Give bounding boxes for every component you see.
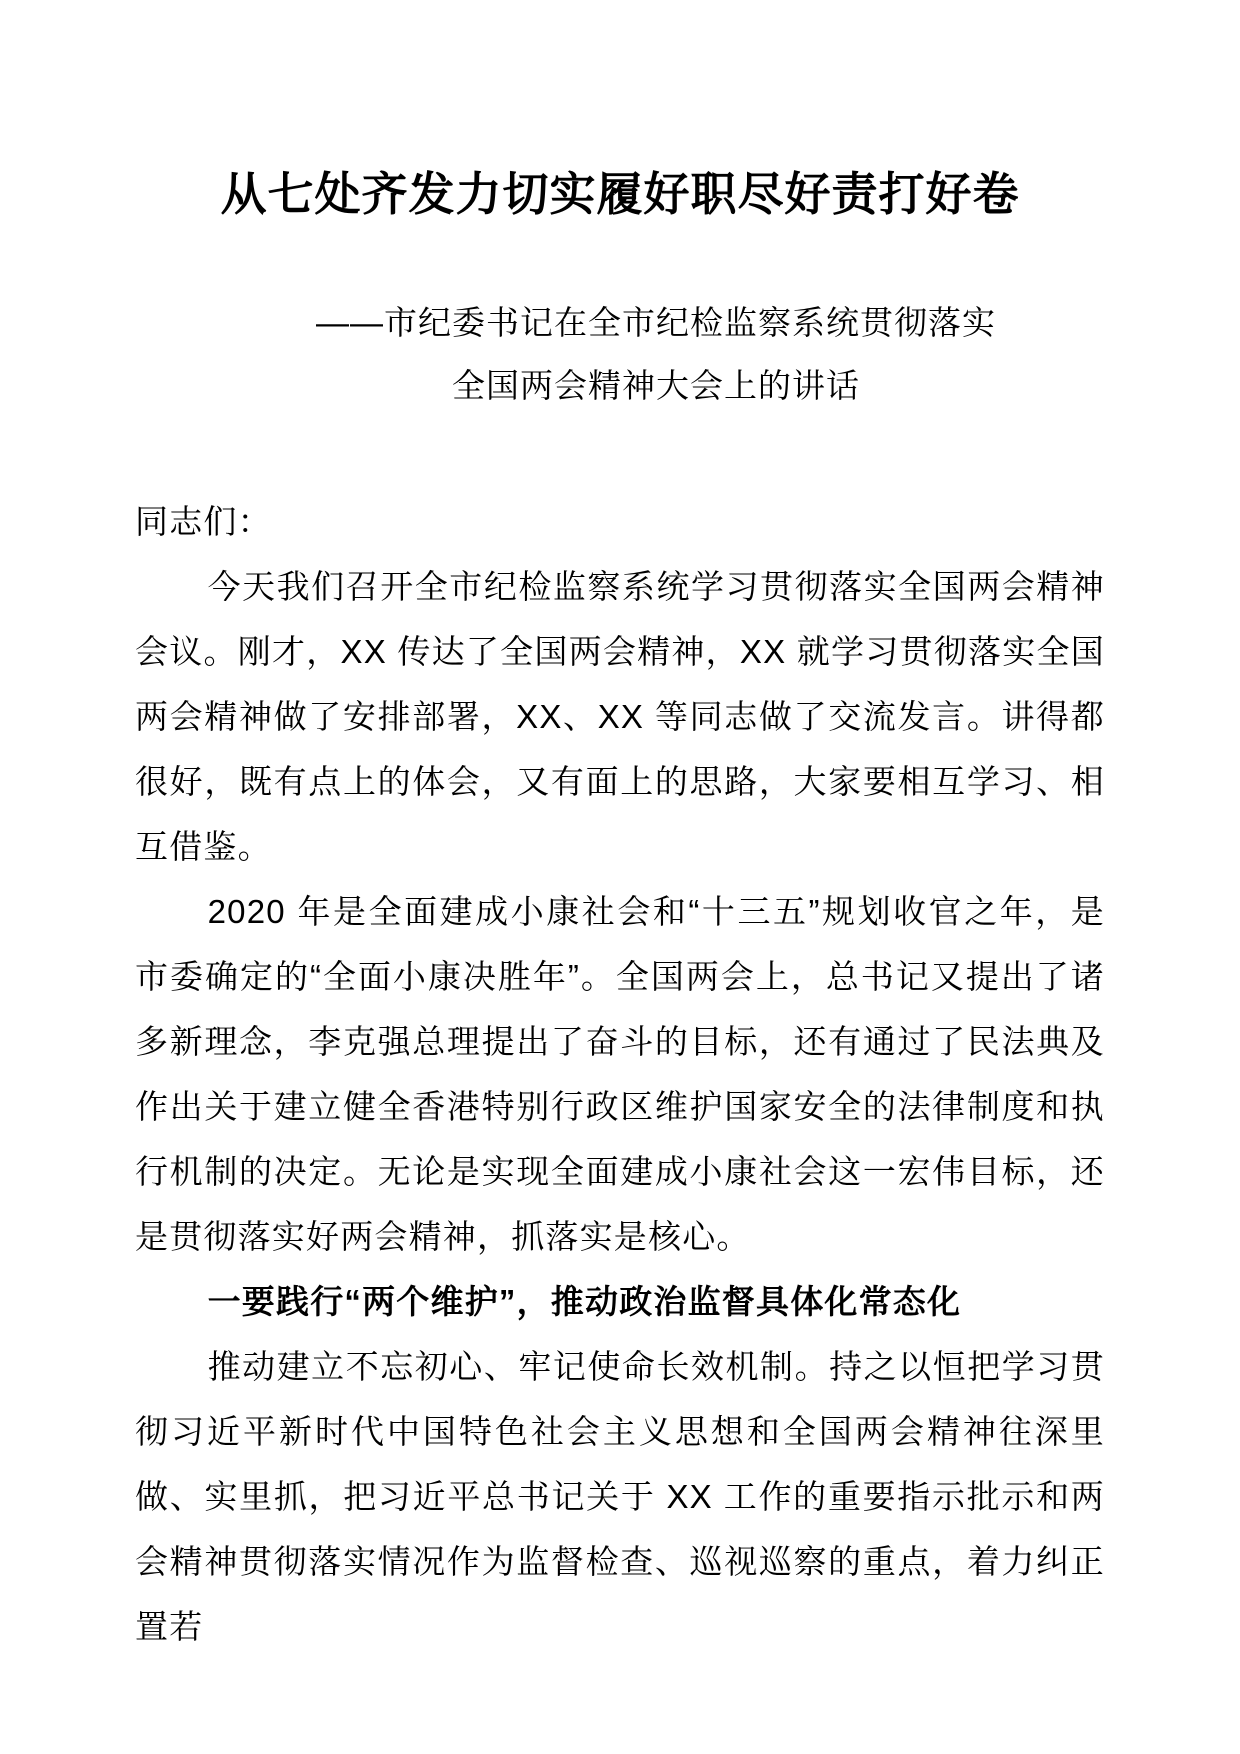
document-body (135, 489, 1105, 1659)
paragraph-1: 今天我们召开全市纪检监察系统学习贯彻落实全国两会精神会议。刚才，XX 传达了全国两会精神，XX 就学习贯彻落实全国两会精神做了安排部署，XX、XX 等同志做了交流发言。讲得都很好，既有点上的体会，又有面上的思路，大家要相互学习、相互借鉴。 (135, 568, 1105, 865)
document-subtitle (207, 291, 1105, 417)
paragraph-2: 2020 年是全面建成小康社会和“十三五”规划收官之年，是市委确定的“全面小康决胜年”。全国两会上，总书记又提出了诸多新理念，李克强总理提出了奋斗的目标，还有通过了民法典及作出关于建立健全香港特别行政区维护国家安全的法律制度和执行机制的决定。无论是实现全面建成小康社会这一宏伟目标，还是贯彻落实好两会精神，抓落实是核心。 (135, 893, 1105, 1255)
subtitle-line-1: ——市纪委书记在全市纪检监察系统贯彻落实 (316, 304, 996, 341)
paragraph-3: 推动建立不忘初心、牢记使命长效机制。持之以恒把学习贯彻习近平新时代中国特色社会主义思想和全国两会精神往深里做、实里抓，把习近平总书记关于 XX 工作的重要指示批示和两会精神贯彻落实情况作为监督检查、巡视巡察的重点，着力纠正置若 (135, 1348, 1105, 1645)
section-heading-1: 一要践行“两个维护”，推动政治监督具体化常态化 (207, 1283, 962, 1320)
document-title: 从七处齐发力切实履好职尽好责打好卷 (220, 168, 1020, 220)
subtitle-line-2: 全国两会精神大会上的讲话 (452, 367, 860, 404)
salutation: 同志们： (135, 503, 272, 540)
